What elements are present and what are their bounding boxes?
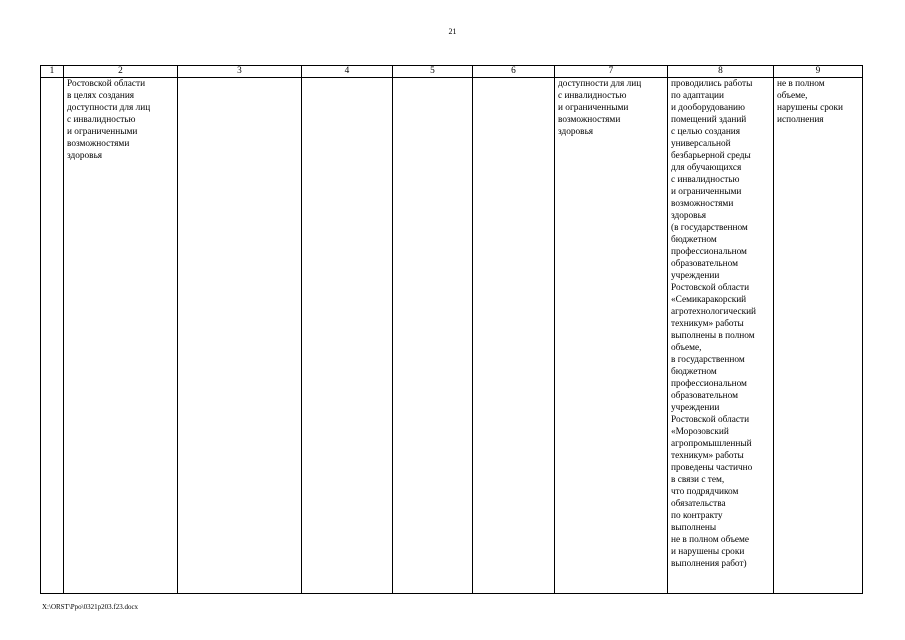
table-row: [41, 78, 863, 594]
cell-col-1: [41, 78, 64, 594]
cell-col-5: [393, 78, 473, 594]
column-header-4: 4: [302, 66, 393, 78]
cell-col-7: доступности для лиц с инвалидностью и ограниченными возможностями здоровья: [555, 78, 668, 594]
report-table: [40, 65, 863, 594]
cell-col-8: проводились работы по адаптации и дооборудованию помещений зданий с целью создания универсальной безбарьерной среды для обучающихся с инвалидностью и ограниченными возможностями здоровья (в государственном бюджетном профессиональном образовательном учреждении Ростовской области «Семикаракорский агротехнологический техникум» работы выполнены в полном объеме, в государственном бюджетном профессиональном образовательном учреждении Ростовской области «Морозовский агропромышленный техникум» работы проведены частично в связи с тем, что подрядчиком обязательства по контракту выполнены не в полном объеме и нарушены сроки выполнения работ): [668, 78, 774, 594]
column-header-5: 5: [393, 66, 473, 78]
cell-col-2: Ростовской области в целях создания доступности для лиц с инвалидностью и ограниченными возможностями здоровья: [64, 78, 178, 594]
column-header-7: 7: [555, 66, 668, 78]
cell-col-4: [302, 78, 393, 594]
column-header-8: 8: [668, 66, 774, 78]
page-number: 21: [448, 27, 457, 36]
footer-file-path: X:\ORST\Ppo\0321p203.f23.docx: [42, 603, 139, 611]
cell-col-9: не в полном объеме, нарушены сроки исполнения: [774, 78, 863, 594]
table-header-row: [41, 66, 863, 78]
cell-col-6: [473, 78, 555, 594]
column-header-6: 6: [473, 66, 555, 78]
column-header-1: 1: [41, 66, 64, 78]
cell-col-3: [178, 78, 302, 594]
column-header-2: 2: [64, 66, 178, 78]
column-header-3: 3: [178, 66, 302, 78]
column-header-9: 9: [774, 66, 863, 78]
